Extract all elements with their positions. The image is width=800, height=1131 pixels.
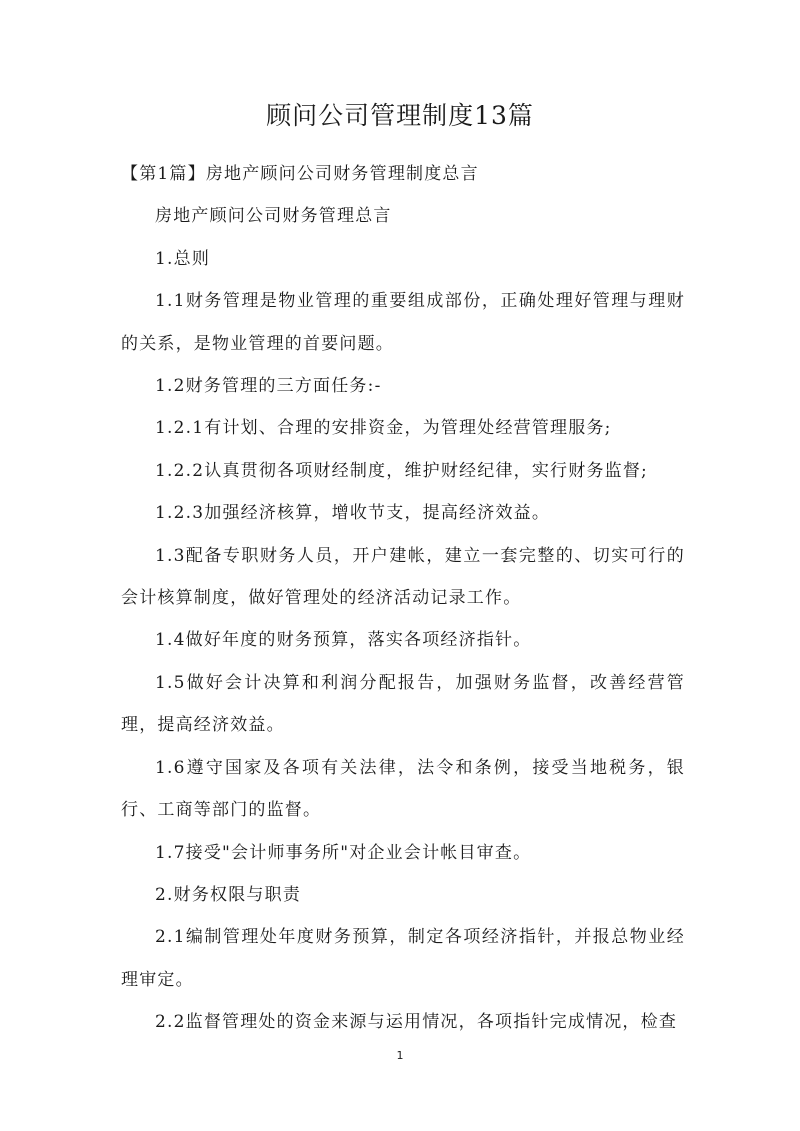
paragraph: 2.2监督管理处的资金来源与运用情况，各项指针完成情况，检查 [155,1012,678,1033]
document-body [121,153,685,1044]
paragraph: 1.2.1有计划、合理的安排资金，为管理处经营管理服务; [155,418,612,439]
paragraph: 1.2财务管理的三方面任务:- [155,376,382,397]
paragraph: 1.2.3加强经济核算，增收节支，提高经济效益。 [155,503,551,524]
paragraph: 1.4做好年度的财务预算，落实各项经济指针。 [155,630,532,651]
paragraph: 1.总则 [155,248,211,269]
section-heading: 【第1篇】房地产顾问公司财务管理制度总言 [121,164,479,184]
paragraph: 1.2.2认真贯彻各项财经制度，维护财经纪律，实行财务监督; [155,460,648,481]
paragraph: 1.1财务管理是物业管理的重要组成部份，正确处理好管理与理财的关系，是物业管理的首要问题。 [121,291,685,354]
paragraph: 1.6遵守国家及各项有关法律，法令和条例，接受当地税务，银行、工商等部门的监督。 [121,757,685,821]
page-number: 1 [396,1049,404,1062]
paragraph: 1.5做好会计决算和利润分配报告，加强财务监督，改善经营管理，提高经济效益。 [121,672,685,736]
paragraph: 房地产顾问公司财务管理总言 [155,206,392,227]
paragraph: 2.1编制管理处年度财务预算，制定各项经济指针，并报总物业经理审定。 [121,927,685,990]
document-title: 顾问公司管理制度13篇 [266,101,534,130]
paragraph: 2.财务权限与职责 [155,884,302,905]
paragraph: 1.3配备专职财务人员，开户建帐，建立一套完整的、切实可行的会计核算制度，做好管理处的经济活动记录工作。 [121,545,685,609]
paragraph: 1.7接受"会计师事务所"对企业会计帐目审查。 [155,842,532,863]
